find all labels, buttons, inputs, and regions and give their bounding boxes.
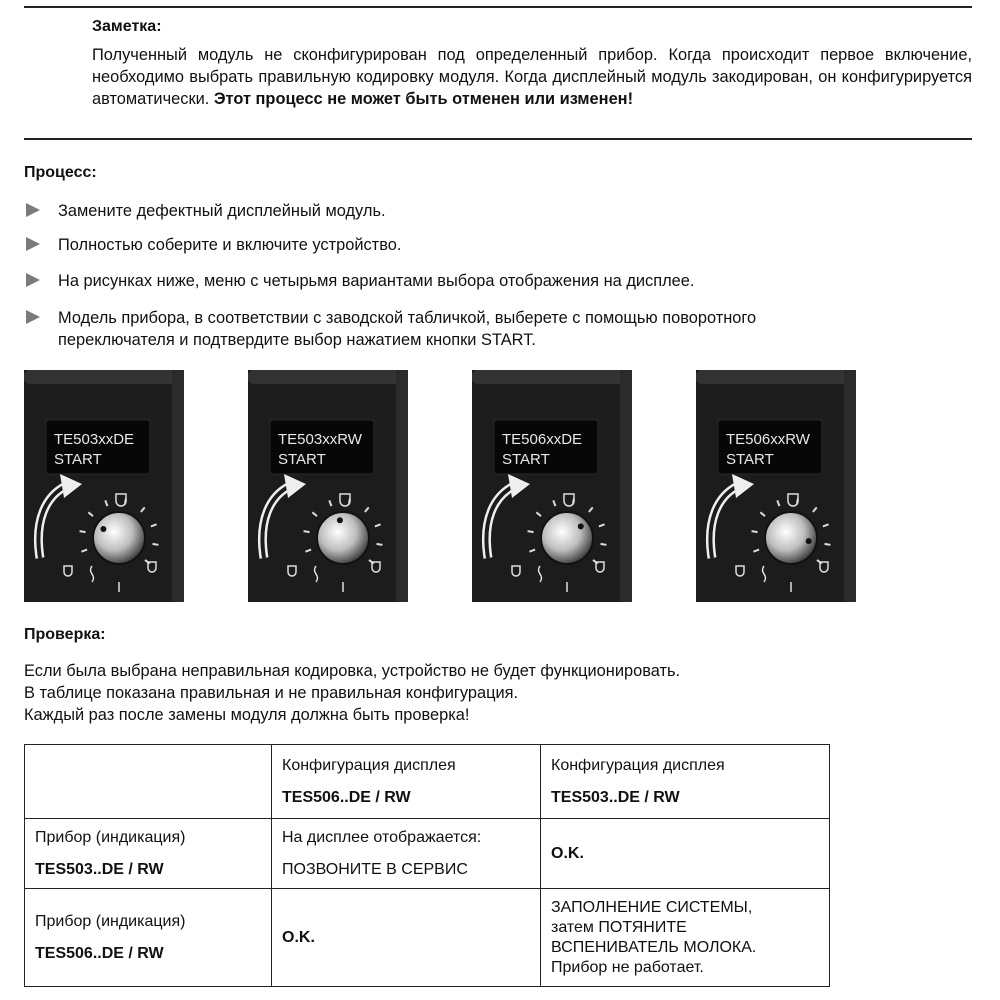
table-cell (25, 819, 272, 889)
config-value: TES506..DE / RW (282, 788, 411, 806)
table-row (25, 745, 830, 819)
process-title: Процесс: (24, 164, 97, 181)
bullet-arrow-icon (26, 310, 40, 324)
rotary-knob-icon[interactable] (317, 512, 369, 564)
display-panel (696, 370, 856, 602)
table-row (25, 889, 830, 987)
note-bottom-rule (24, 138, 972, 140)
step-text: Замените дефектный дисплейный модуль. (58, 202, 386, 220)
check-line: В таблице показана правильная и не правильная конфигурация. (24, 684, 519, 702)
display-line2: START (54, 451, 102, 468)
check-line: Если была выбрана неправильная кодировка, устройство не будет функционировать. (24, 662, 681, 680)
rotary-knob-icon[interactable] (93, 512, 145, 564)
note-text-bold: Этот процесс не может быть отменен или изменен! (213, 90, 634, 108)
rotary-knob-icon[interactable] (541, 512, 593, 564)
note-text (92, 44, 972, 110)
table-row (25, 819, 830, 889)
display-line1: TE503xxDE (54, 431, 135, 448)
knob-indicator (806, 538, 812, 544)
display-line2: START (726, 451, 774, 468)
table-header-cell (541, 745, 830, 819)
display-shows-label: На дисплее отображается: (282, 828, 482, 846)
knob-indicator (337, 517, 343, 523)
knob-indicator (100, 526, 106, 532)
step-text-line2: переключателя и подтвердите выбор нажатием кнопки START. (58, 331, 536, 349)
check-title: Проверка: (24, 626, 106, 643)
table-cell-ok: O.K. (272, 889, 541, 987)
display-line2: START (278, 451, 326, 468)
device-label: Прибор (индикация) (35, 912, 186, 930)
note-title: Заметка: (92, 18, 162, 35)
display-panel (472, 370, 632, 602)
bullet-arrow-icon (26, 237, 40, 251)
config-value: TES503..DE / RW (551, 788, 680, 806)
device-model: TES503..DE / RW (35, 860, 164, 878)
knob-indicator (578, 523, 584, 529)
display-panel (24, 370, 184, 602)
table-cell (25, 889, 272, 987)
bullet-arrow-icon (26, 203, 40, 217)
table-cell (541, 889, 830, 987)
step-text: Полностью соберите и включите устройство. (58, 236, 402, 254)
configuration-table (24, 744, 830, 987)
error-line: ЗАПОЛНЕНИЕ СИСТЕМЫ, (551, 898, 753, 916)
top-rule (24, 6, 972, 8)
device-model: TES506..DE / RW (35, 944, 164, 962)
display-line1: TE506xxRW (726, 431, 810, 448)
error-line: затем ПОТЯНИТЕ (551, 918, 687, 936)
step-text: На рисунках ниже, меню с четырьмя вариантами выбора отображения на дисплее. (58, 272, 695, 290)
table-cell-empty (25, 745, 272, 819)
note-text-plain: Полученный модуль не сконфигурирован под определенный прибор. Когда происходит первое включение, необходимо выбрать правильную кодировку модуля. Когда дисплейный модуль закодирован, он конфигурируется автоматически. (92, 46, 972, 108)
table-cell (272, 819, 541, 889)
rotary-knob-icon[interactable] (765, 512, 817, 564)
device-label: Прибор (индикация) (35, 828, 186, 846)
display-line1: TE506xxDE (502, 431, 583, 448)
display-panel (248, 370, 408, 602)
config-label: Конфигурация дисплея (282, 756, 456, 774)
table-cell-ok: O.K. (541, 819, 830, 889)
config-label: Конфигурация дисплея (551, 756, 725, 774)
check-line: Каждый раз после замены модуля должна быть проверка! (24, 706, 470, 724)
error-line: ВСПЕНИВАТЕЛЬ МОЛОКА. (551, 938, 757, 956)
display-line1: TE503xxRW (278, 431, 362, 448)
error-line: Прибор не работает. (551, 958, 704, 976)
display-message: ПОЗВОНИТЕ В СЕРВИС (282, 860, 468, 878)
display-line2: START (502, 451, 550, 468)
table-header-cell (272, 745, 541, 819)
bullet-arrow-icon (26, 273, 40, 287)
step-text: Модель прибора, в соответствии с заводской табличкой, выберете с помощью поворотного (58, 309, 757, 327)
